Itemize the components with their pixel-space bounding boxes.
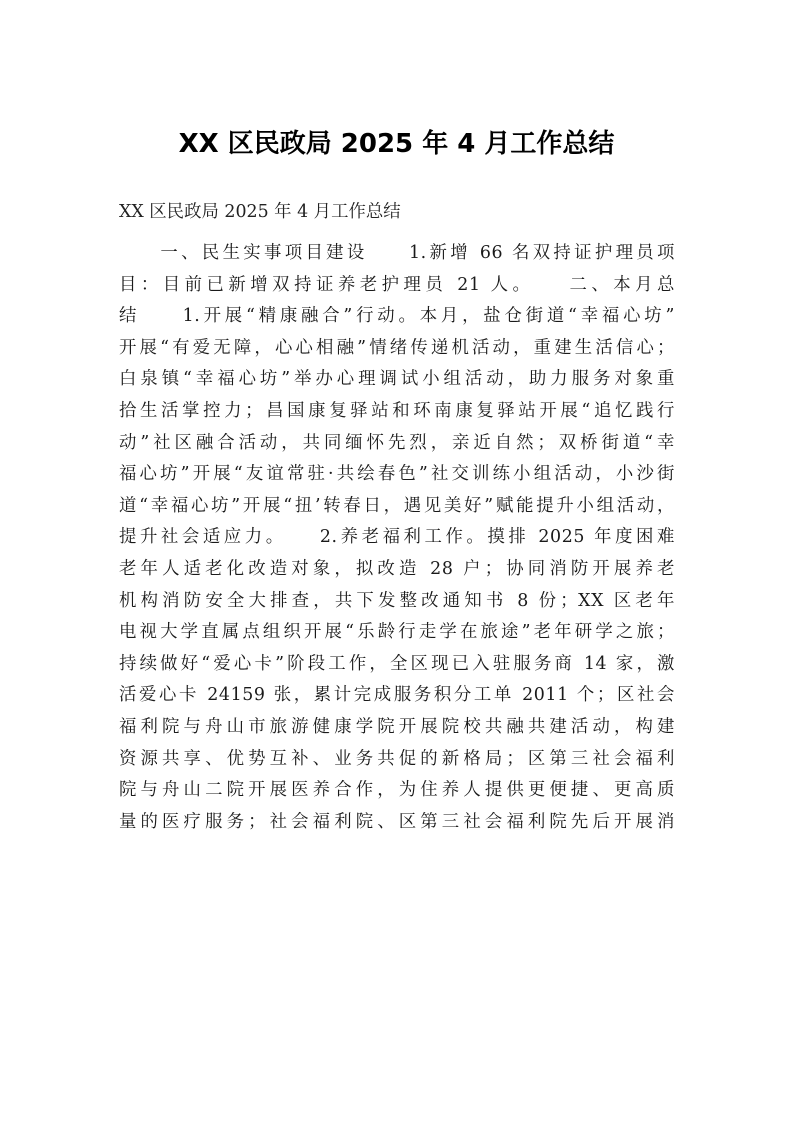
- body-line: 福利院与舟山市旅游健康学院开展院校共融共建活动，构建: [119, 716, 675, 737]
- body-line: 开展“有爱无障，心心相融”情绪传递机活动，重建生活信心；: [119, 337, 675, 358]
- body-line: 目：目前已新增双持证养老护理员 21 人。 二、本月总: [119, 274, 675, 295]
- body-line: 提升社会适应力。 2.养老福利工作。摸排 2025 年度困难: [119, 527, 675, 548]
- document-body: [119, 238, 675, 838]
- body-line: 电视大学直属点组织开展“乐龄行走学在旅途”老年研学之旅；: [119, 622, 675, 643]
- body-line: 动”社区融合活动，共同缅怀先烈，亲近自然；双桥街道“幸: [119, 432, 675, 453]
- body-line: 机构消防安全大排查，共下发整改通知书 8 份；XX 区老年: [119, 590, 675, 611]
- body-line: 持续做好“爱心卡”阶段工作，全区现已入驻服务商 14 家，激: [119, 653, 675, 674]
- body-line: 福心坊”开展“友谊常驻·共绘春色”社交训练小组活动，小沙街: [119, 464, 675, 485]
- document-subtitle: XX 区民政局 2025 年 4 月工作总结: [119, 202, 401, 222]
- document-title: XX 区民政局 2025 年 4 月工作总结: [178, 129, 615, 159]
- body-line: 院与舟山二院开展医养合作，为住养人提供更便捷、更高质: [119, 780, 675, 801]
- body-line: 资源共享、优势互补、业务共促的新格局；区第三社会福利: [119, 748, 675, 769]
- body-line: 活爱心卡 24159 张，累计完成服务积分工单 2011 个；区社会: [119, 685, 675, 706]
- body-line: 白泉镇“幸福心坊”举办心理调试小组活动，助力服务对象重: [119, 369, 675, 390]
- body-line: 一、民生实事项目建设 1.新增 66 名双持证护理员项: [119, 243, 675, 263]
- body-line: 量的医疗服务；社会福利院、区第三社会福利院先后开展消: [119, 811, 675, 832]
- body-line: 道“幸福心坊”开展“扭’转春日，遇见美好”赋能提升小组活动，: [119, 495, 675, 516]
- body-line: 结 1.开展“精康融合”行动。本月，盐仓街道“幸福心坊”: [119, 306, 675, 327]
- body-line: 拾生活掌控力；昌国康复驿站和环南康复驿站开展“追忆践行: [119, 400, 675, 421]
- body-line: 老年人适老化改造对象，拟改造 28 户；协同消防开展养老: [119, 558, 675, 579]
